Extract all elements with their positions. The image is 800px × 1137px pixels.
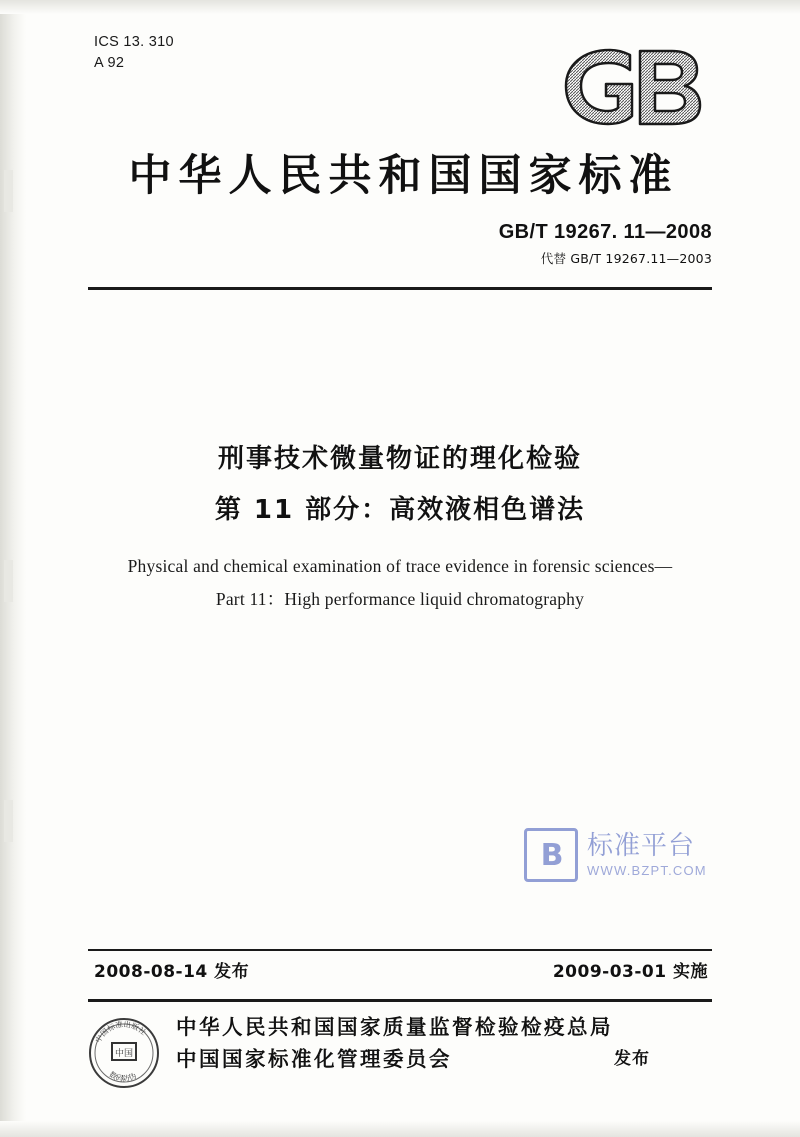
ics-code: ICS 13. 310 <box>94 34 174 50</box>
svg-text:中国: 中国 <box>114 1049 134 1059</box>
gb-emblem-icon <box>552 40 712 132</box>
watermark-label: 标准平台 <box>587 830 696 861</box>
document-title-cn-line2: 第 11 部分：高效液相色谱法 <box>214 495 586 525</box>
classification-code: A 92 <box>94 55 125 72</box>
ics-block <box>94 32 174 74</box>
divider-bottom-thick <box>88 999 712 1002</box>
document-title-cn-line1: 刑事技术微量物证的理化检验 <box>217 444 582 474</box>
watermark-text <box>587 832 707 879</box>
publisher-line-2: 中国国家标准化管理委员会 <box>176 1046 452 1071</box>
watermark-url: WWW.BZPT.COM <box>587 863 707 879</box>
scan-edge-top <box>0 0 800 14</box>
publisher-block <box>176 1012 613 1076</box>
anti-counterfeit-seal-icon <box>86 1015 162 1091</box>
standard-replaces: 代替 GB/T 19267.11—2003 <box>540 251 712 266</box>
watermark-badge-icon: B <box>524 828 578 882</box>
svg-text:中国标准出版社: 中国标准出版社 <box>93 1019 148 1045</box>
scan-artifact <box>4 800 13 842</box>
issue-date: 2008-08-14 发布 <box>94 962 250 982</box>
document-title-en-line2: Part 11：High performance liquid chromatography <box>215 589 585 609</box>
svg-text:数码防伪: 数码防伪 <box>107 1069 138 1084</box>
watermark <box>524 828 707 882</box>
scan-edge-bottom <box>0 1121 800 1137</box>
document-title-en-line1: Physical and chemical examination of trace evidence in forensic sciences— <box>127 556 673 576</box>
publish-verb: 发布 <box>614 1049 650 1069</box>
implementation-date: 2009-03-01 实施 <box>552 962 708 982</box>
national-standard-title: 中华人民共和国国家标准 <box>128 151 679 201</box>
divider-top <box>88 287 712 290</box>
standard-number: GB/T 19267. 11—2008 <box>498 221 712 243</box>
divider-bottom-thin <box>88 949 712 951</box>
publisher-line-1: 中华人民共和国国家质量监督检验检疫总局 <box>176 1015 613 1039</box>
